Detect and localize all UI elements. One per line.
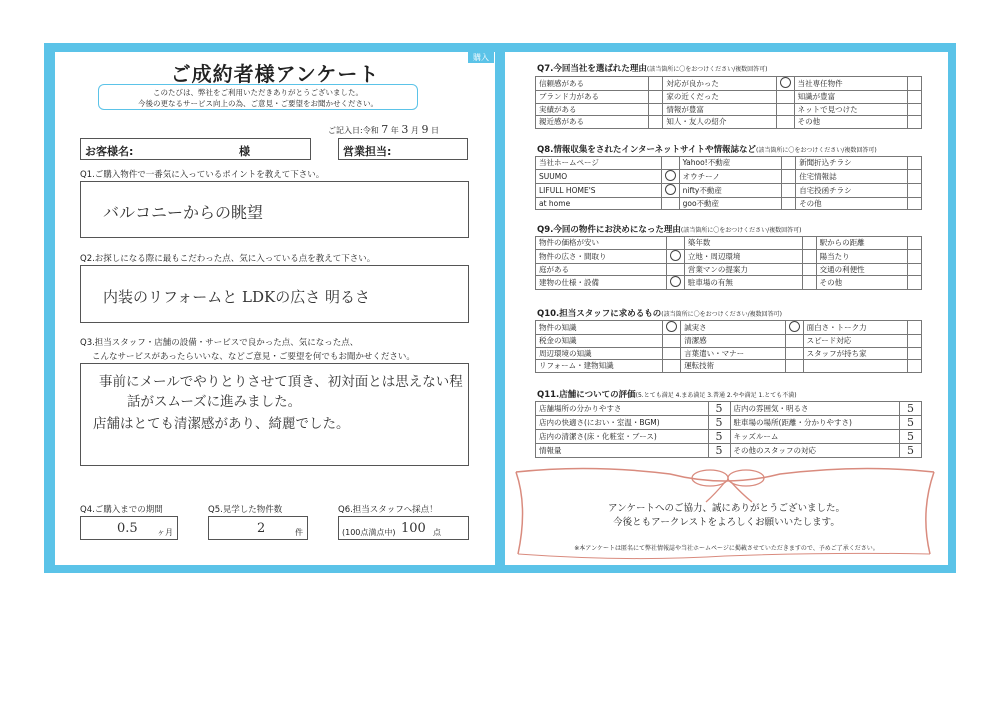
option-label: Yahoo!不動産: [679, 157, 782, 170]
rating-score[interactable]: 5: [900, 402, 922, 416]
rating-score[interactable]: 5: [900, 430, 922, 444]
option-label: 信頼感がある: [536, 77, 649, 91]
q9-heading: Q9.今回の物件にお決めになった理由(該当箇所に〇をおつけください/複数回答可): [537, 225, 802, 235]
option-label: スタッフが持ち家: [803, 347, 907, 360]
option-label: 駐車場の有無: [684, 276, 802, 290]
q10_rows-row: [536, 347, 922, 360]
option-checkbox[interactable]: [776, 116, 794, 129]
option-label: 言葉遣い・マナー: [681, 347, 785, 360]
option-checkbox[interactable]: [908, 249, 922, 263]
option-label: 実績がある: [536, 103, 649, 116]
q8_rows-row: [536, 197, 922, 210]
option-label: 立地・周辺環境: [684, 249, 802, 263]
q11-table: [535, 401, 922, 458]
q6-label: Q6.担当スタッフへ採点！: [338, 505, 438, 515]
q2-answer-box[interactable]: 内装のリフォームと LDKの広さ 明るさ: [80, 265, 469, 323]
entry-date: ご記入日:令和 7 年 3 月 9 日: [328, 123, 439, 136]
thanks-line-2: 今後ともアークレストをよろしくお願いいたします。: [613, 517, 840, 528]
q7_rows-row: [536, 91, 922, 104]
q2-label: Q2.お探しになる際に最もこだわった点、気に入っている点を教えて下さい。: [80, 254, 376, 264]
q9_rows-row: [536, 237, 922, 250]
option-checkbox[interactable]: [666, 249, 684, 263]
option-checkbox[interactable]: [785, 335, 803, 348]
option-label: 清潔感: [681, 335, 785, 348]
q9_rows-row: [536, 276, 922, 290]
rating-label: その他のスタッフの対応: [730, 444, 899, 458]
q7_rows-row: [536, 103, 922, 116]
option-checkbox[interactable]: [908, 263, 922, 276]
footnote: ※本アンケートは匿名にて弊社情報誌や当社ホームページに掲載させていただきますので、予めご了承ください。: [574, 545, 879, 552]
rating-score[interactable]: 5: [708, 430, 730, 444]
option-label: 情報が豊富: [663, 103, 776, 116]
option-label: 営業マンの提案力: [684, 263, 802, 276]
q7_rows-row: [536, 116, 922, 129]
rating-label: 情報量: [536, 444, 709, 458]
option-label: 陽当たり: [816, 249, 907, 263]
option-checkbox[interactable]: [908, 321, 922, 335]
q9-table: [535, 236, 922, 290]
option-label: 税金の知識: [536, 335, 663, 348]
option-checkbox[interactable]: [661, 157, 679, 170]
option-label: 面白さ・トーク力: [803, 321, 907, 335]
option-label: [803, 360, 907, 373]
option-label: 運転技術: [681, 360, 785, 373]
option-checkbox[interactable]: [908, 91, 922, 104]
option-checkbox[interactable]: [802, 249, 816, 263]
option-checkbox[interactable]: [908, 276, 922, 290]
q10_rows-row: [536, 321, 922, 335]
option-label: その他: [796, 197, 908, 210]
option-label: 自宅投函チラシ: [796, 183, 908, 197]
option-label: 誠実さ: [681, 321, 785, 335]
option-checkbox[interactable]: [782, 183, 796, 197]
q7_rows-row: [536, 77, 922, 91]
q7-table: [535, 76, 922, 129]
option-checkbox[interactable]: [782, 169, 796, 183]
survey-intro-box: [98, 84, 418, 110]
option-checkbox[interactable]: [666, 263, 684, 276]
option-label: 対応が良かった: [663, 77, 776, 91]
rating-label: 店内の清潔さ(床・化粧室・ブース): [536, 430, 709, 444]
option-label: 知識が豊富: [794, 91, 907, 104]
sales-staff-field[interactable]: 営業担当:: [338, 138, 468, 160]
q1-answer-box[interactable]: バルコニーからの眺望: [80, 181, 469, 238]
option-checkbox[interactable]: [908, 335, 922, 348]
option-label: 建物の仕様・設備: [536, 276, 667, 290]
rating-score[interactable]: 5: [708, 444, 730, 458]
q10-table: [535, 320, 922, 373]
q9_rows-row: [536, 249, 922, 263]
option-checkbox[interactable]: [802, 276, 816, 290]
option-label: ブランド力がある: [536, 91, 649, 104]
option-checkbox[interactable]: [908, 77, 922, 91]
q7-heading: Q7.今回当社を選ばれた理由(該当箇所に〇をおつけください/複数回答可): [537, 64, 768, 74]
q9_rows-row: [536, 263, 922, 276]
option-label: その他: [794, 116, 907, 129]
option-checkbox[interactable]: [663, 360, 681, 373]
option-checkbox[interactable]: [908, 197, 922, 210]
option-checkbox[interactable]: [661, 183, 679, 197]
customer-name-field[interactable]: お客様名: 様: [80, 138, 311, 160]
option-checkbox[interactable]: [908, 169, 922, 183]
option-label: 物件の広さ・間取り: [536, 249, 667, 263]
option-checkbox[interactable]: [663, 321, 681, 335]
option-checkbox[interactable]: [649, 116, 663, 129]
option-checkbox[interactable]: [908, 116, 922, 129]
option-label: その他: [816, 276, 907, 290]
q11-row: [536, 430, 922, 444]
option-label: ネットで見つけた: [794, 103, 907, 116]
q11-row: [536, 402, 922, 416]
q8_rows-row: [536, 183, 922, 197]
option-checkbox[interactable]: [649, 77, 663, 91]
option-label: 築年数: [684, 237, 802, 250]
survey-title: ご成約者様アンケート: [170, 62, 380, 86]
option-label: 当社専任物件: [794, 77, 907, 91]
option-checkbox[interactable]: [663, 335, 681, 348]
q4-answer-box[interactable]: 0.5 ヶ月: [80, 516, 178, 540]
q4-label: Q4.ご購入までの期間: [80, 505, 163, 515]
option-checkbox[interactable]: [785, 360, 803, 373]
option-checkbox[interactable]: [663, 347, 681, 360]
option-label: SUUMO: [536, 169, 662, 183]
option-label: 当社ホームページ: [536, 157, 662, 170]
option-checkbox[interactable]: [649, 103, 663, 116]
option-checkbox[interactable]: [776, 91, 794, 104]
option-label: LIFULL HOME'S: [536, 183, 662, 197]
option-label: 交通の利便性: [816, 263, 907, 276]
intro-line-1: このたびは、弊社をご利用いただきありがとうございました。: [153, 88, 363, 97]
option-label: 物件の価格が安い: [536, 237, 667, 250]
option-checkbox[interactable]: [908, 183, 922, 197]
option-checkbox[interactable]: [776, 77, 794, 91]
option-checkbox[interactable]: [661, 169, 679, 183]
rating-label: 店舗場所の分かりやすさ: [536, 402, 709, 416]
q11-row: [536, 444, 922, 458]
option-label: 新聞折込チラシ: [796, 157, 908, 170]
option-checkbox[interactable]: [649, 91, 663, 104]
q8-table: [535, 156, 922, 210]
q5-label: Q5.見学した物件数: [208, 505, 283, 515]
q10-heading: Q10.担当スタッフに求めるもの(該当箇所に〇をおつけください/複数回答可): [537, 309, 782, 319]
thanks-line-1: アンケートへのご協力、誠にありがとうございました。: [608, 503, 845, 514]
option-checkbox[interactable]: [666, 276, 684, 290]
option-label: nifty不動産: [679, 183, 782, 197]
q11-heading: Q11.店舗についての評価(5.とても満足 4.まあ満足 3.普通 2.やや満足 1.とても不満): [537, 390, 797, 400]
option-label: 駅からの距離: [816, 237, 907, 250]
option-label: 周辺環境の知識: [536, 347, 663, 360]
option-checkbox[interactable]: [785, 321, 803, 335]
rating-score[interactable]: 5: [900, 416, 922, 430]
option-checkbox[interactable]: [908, 360, 922, 373]
q5-answer-box[interactable]: 2 件: [208, 516, 308, 540]
q6-answer-box[interactable]: (100点満点中) 100 点: [338, 516, 469, 540]
option-label: 家の近くだった: [663, 91, 776, 104]
option-label: 知人・友人の紹介: [663, 116, 776, 129]
option-checkbox[interactable]: [802, 237, 816, 250]
q8_rows-row: [536, 169, 922, 183]
option-checkbox[interactable]: [802, 263, 816, 276]
option-checkbox[interactable]: [782, 157, 796, 170]
q1-label: Q1.ご購入物件で一番気に入っているポイントを教えて下さい。: [80, 170, 325, 180]
option-checkbox[interactable]: [776, 103, 794, 116]
q3-label-1: Q3.担当スタッフ・店舗の設備・サービスで良かった点、気になった点、: [80, 338, 359, 348]
rating-label: キッズルーム: [730, 430, 899, 444]
option-checkbox[interactable]: [666, 237, 684, 250]
option-checkbox[interactable]: [908, 157, 922, 170]
rating-score[interactable]: 5: [708, 402, 730, 416]
q10_rows-row: [536, 360, 922, 373]
q11-row: [536, 416, 922, 430]
q8-heading: Q8.情報収集をされたインターネットサイトや情報誌など(該当箇所に〇をおつけください/複数回答可): [537, 145, 877, 155]
option-label: 親近感がある: [536, 116, 649, 129]
rating-score[interactable]: 5: [708, 416, 730, 430]
option-label: goo不動産: [679, 197, 782, 210]
option-label: 物件の知識: [536, 321, 663, 335]
q3-label-2: こんなサービスがあったらいいな、などご意見・ご要望を何でもお聞かせください。: [92, 352, 415, 362]
option-label: at home: [536, 197, 662, 210]
rating-score[interactable]: 5: [900, 444, 922, 458]
option-checkbox[interactable]: [785, 347, 803, 360]
option-label: オウチーノ: [679, 169, 782, 183]
rating-label: 駐車場の場所(距離・分かりやすさ): [730, 416, 899, 430]
q10_rows-row: [536, 335, 922, 348]
option-checkbox[interactable]: [908, 103, 922, 116]
rating-label: 店内の快適さ(におい・室温・BGM): [536, 416, 709, 430]
option-checkbox[interactable]: [908, 237, 922, 250]
option-label: リフォーム・建物知識: [536, 360, 663, 373]
option-label: 庭がある: [536, 263, 667, 276]
rating-label: 店内の雰囲気・明るさ: [730, 402, 899, 416]
option-label: スピード対応: [803, 335, 907, 348]
option-checkbox[interactable]: [661, 197, 679, 210]
q8_rows-row: [536, 157, 922, 170]
purchase-tag: 購入: [468, 52, 494, 63]
intro-line-2: 今後の更なるサービス向上の為、ご意見・ご要望をお聞かせください。: [138, 99, 378, 108]
q3-answer-box[interactable]: 事前にメールでやりとりさせて頂き、初対面とは思えない程 話がスムーズに進みました。 店舗はとても清潔感があり、綺麗でした。: [80, 363, 469, 466]
option-checkbox[interactable]: [782, 197, 796, 210]
option-label: 住宅情報誌: [796, 169, 908, 183]
option-checkbox[interactable]: [908, 347, 922, 360]
